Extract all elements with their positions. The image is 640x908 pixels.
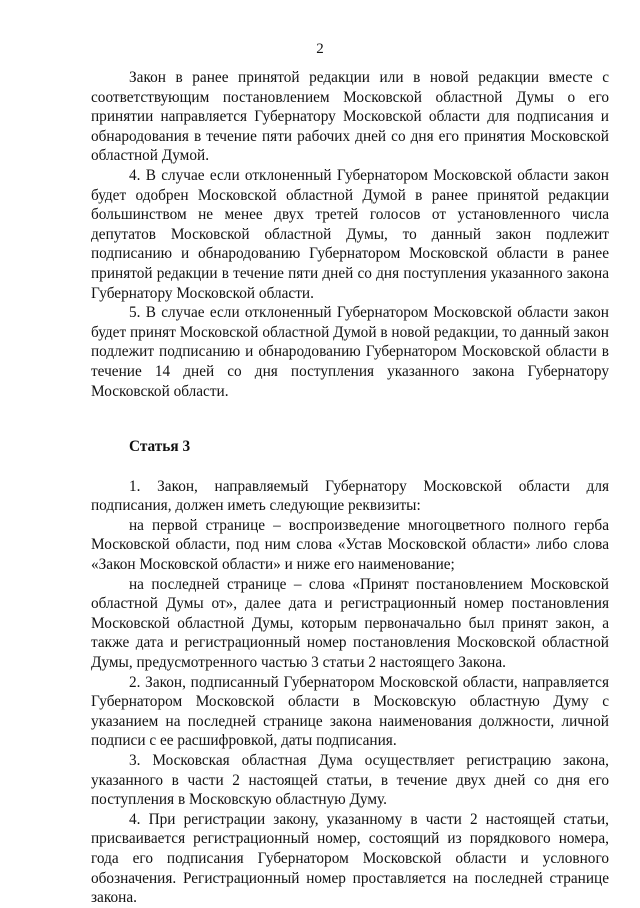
paragraph-closing-part-3: Закон в ранее принятой редакции или в новой редакции вместе с соответствующим постановлением Московской областной Думы о его принятии направляется Губернатору Московской области для подписания и обнародования в течение пяти рабочих дней со дня его принятия Московской областной Думой. xyxy=(91,69,609,165)
page-number: 2 xyxy=(316,41,324,57)
document-body xyxy=(91,68,609,908)
article-heading: Статья 3 xyxy=(129,438,191,456)
paragraph-article3-part-3: 3. Московская областная Дума осуществляет регистрацию закона, указанного в части 2 настоящей статьи, в течение двух дней со дня его поступления в Московскую областную Думу. xyxy=(91,752,609,809)
paragraph-article3-part-2: 2. Закон, подписанный Губернатором Московской области, направляется Губернатором Московской области в Московскую областную Думу с указанием на последней странице закона наименования должности, личной подписи с ее расшифровкой, даты подписания. xyxy=(91,673,609,750)
paragraph-article3-part-4: 4. При регистрации закону, указанному в части 2 настоящей статьи, присваивается регистрационный номер, состоящий из порядкового номера, года его подписания Губернатором Московской области и условного обозначения. Регистрационный номер проставляется на последней странице закона. xyxy=(91,810,609,907)
paragraph-part-4: 4. В случае если отклоненный Губернатором Московской области закон будет одобрен Московской областной Думой в ранее принятой редакции большинством не менее двух третей голосов от установленного числа депутатов Московской областной Думы, то данный закон подлежит подписанию и обнародованию Губернатором Московской области в ранее принятой редакции в течение пяти дней со дня поступления указанного закона Губернатору Московской области. xyxy=(91,166,609,302)
paragraph-first-page-requisites: на первой странице – воспроизведение многоцветного полного герба Московской области, под ним слова «Устав Московской области» либо слова «Закон Московской области» и ниже его наименование; xyxy=(91,516,609,574)
paragraph-part-5: 5. В случае если отклоненный Губернатором Московской области закон будет принят Московской областной Думой в новой редакции, то данный закон подлежит подписанию и обнародованию Губернатором Московской области в течение 14 дней со дня поступления указанного закона Губернатору Московской области. xyxy=(91,304,609,400)
paragraph-last-page-requisites: на последней странице – слова «Принят постановлением Московской областной Думы от», далее дата и регистрационный номер постановления Московской областной Думы, которым первоначально был принят закон, а также дата и регистрационный номер постановления Московской областной Думы, предусмотренного частью 3 статьи 2 настоящего Закона. xyxy=(91,575,609,672)
paragraph-article3-part-1: 1. Закон, направляемый Губернатору Московской области для подписания, должен иметь следующие реквизиты: xyxy=(91,477,609,515)
